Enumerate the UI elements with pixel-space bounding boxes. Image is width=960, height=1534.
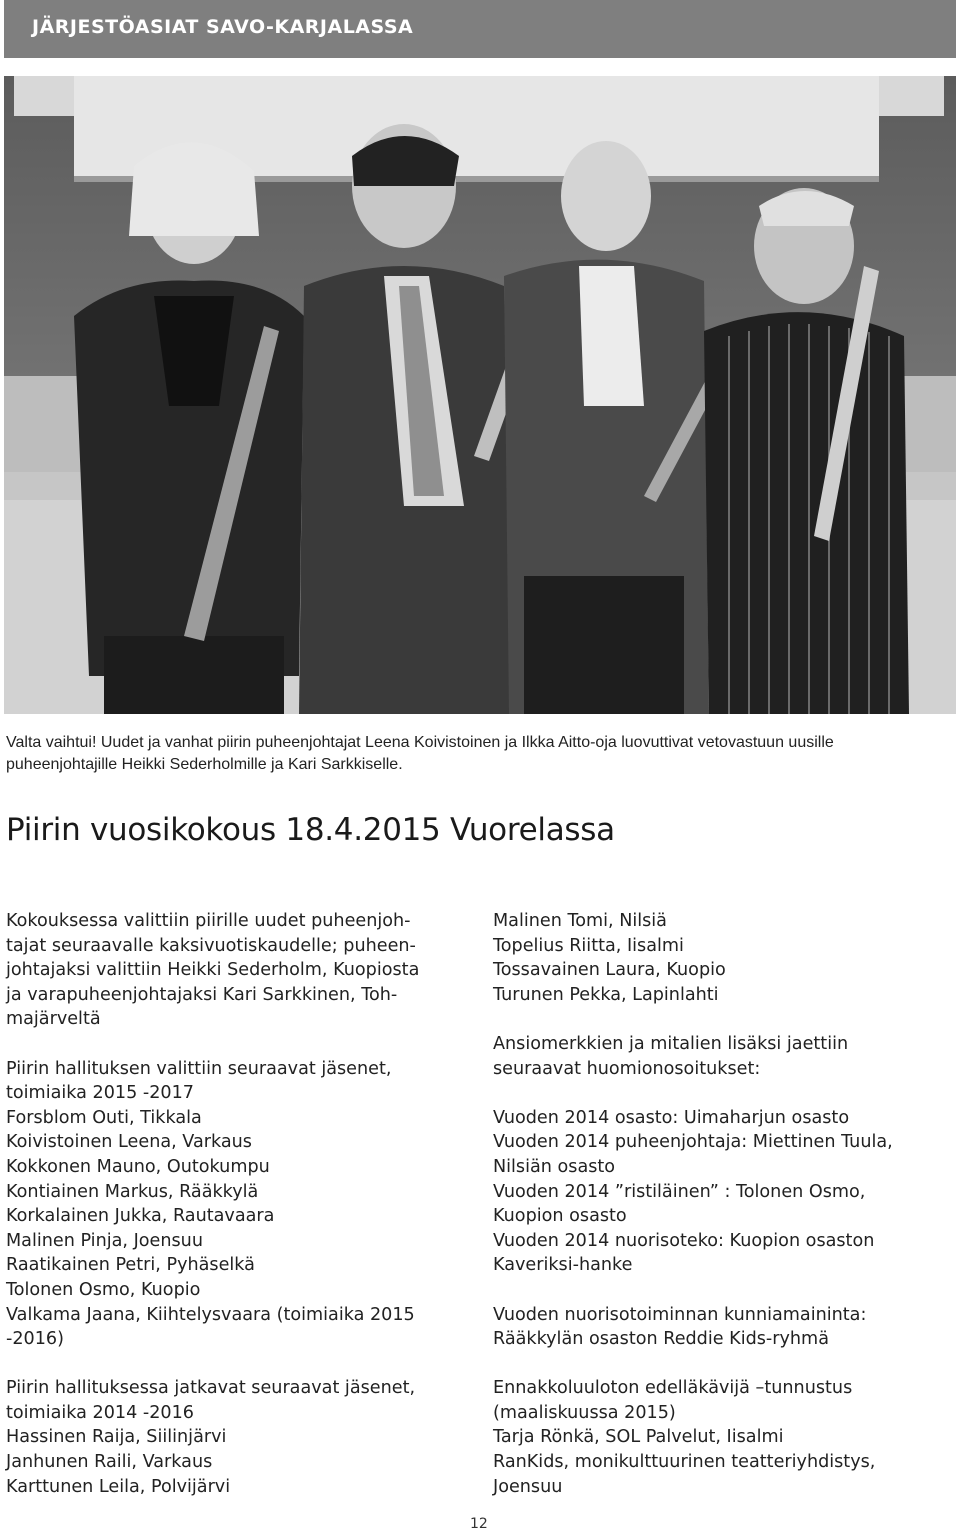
paragraph-gap (6, 1032, 468, 1057)
section-header-bar (4, 0, 956, 58)
member-line: Kontiainen Markus, Rääkkylä (6, 1181, 259, 1202)
member-line: Kokkonen Mauno, Outokumpu (6, 1156, 270, 1177)
award-line: Joensuu (493, 1476, 563, 1497)
photo-caption (6, 732, 951, 776)
caption-line: puheenjohtajille Heikki Sederholmille ja Kari Sarkkiselle. (6, 756, 403, 773)
member-line: Forsblom Outi, Tikkala (6, 1107, 202, 1128)
member-line: Janhunen Raili, Varkaus (6, 1452, 213, 1473)
award-line: Ennakkoluuloton edelläkävijä –tunnustus (493, 1378, 853, 1399)
page-number: 12 (470, 1516, 488, 1532)
group-photo (4, 76, 956, 714)
member-line: Valkama Jaana, Kiihtelysvaara (toimiaika 2015 (6, 1304, 415, 1325)
paragraph-gap (493, 1007, 953, 1032)
award-line: Rääkkylän osaston Reddie Kids-ryhmä (493, 1329, 829, 1350)
member-line: Malinen Pinja, Joensuu (6, 1230, 203, 1251)
member-line: Hassinen Raija, Siilinjärvi (6, 1427, 227, 1448)
member-line: Korkalainen Jukka, Rautavaara (6, 1206, 275, 1227)
text-line: Piirin hallituksessa jatkavat seuraavat jäsenet, (6, 1378, 416, 1399)
member-line: Malinen Tomi, Nilsiä (493, 911, 667, 931)
award-line: Tarja Rönkä, SOL Palvelut, Iisalmi (493, 1427, 784, 1448)
text-line: toimiaika 2015 -2017 (6, 1083, 194, 1104)
award-line: (maaliskuussa 2015) (493, 1402, 676, 1423)
member-line: Tolonen Osmo, Kuopio (6, 1279, 201, 1300)
award-line: Nilsiän osasto (493, 1156, 616, 1177)
right-column (493, 909, 953, 1499)
text-line: majärveltä (6, 1009, 101, 1030)
section-title: JÄRJESTÖASIAT SAVO-KARJALASSA (32, 16, 414, 38)
text-line: Ansiomerkkien ja mitalien lisäksi jaettiin (493, 1033, 849, 1054)
left-column (6, 909, 468, 1499)
text-line: tajat seuraavalle kaksivuotiskaudelle; puheen- (6, 935, 416, 956)
member-line: Turunen Pekka, Lapinlahti (493, 984, 719, 1005)
member-line: Tossavainen Laura, Kuopio (493, 960, 726, 981)
text-line: toimiaika 2014 -2016 (6, 1402, 194, 1423)
text-line: Kokouksessa valittiin piirille uudet puheenjoh- (6, 911, 411, 931)
award-line: Vuoden 2014 ”ristiläinen” : Tolonen Osmo, (493, 1181, 866, 1202)
photo-group-icon (4, 76, 956, 714)
award-line: Kuopion osasto (493, 1206, 627, 1227)
member-line: Topelius Riitta, Iisalmi (493, 935, 684, 956)
paragraph-gap (493, 1081, 953, 1106)
member-line: -2016) (6, 1329, 64, 1350)
article-heading: Piirin vuosikokous 18.4.2015 Vuorelassa (6, 812, 615, 848)
award-line: Vuoden 2014 osasto: Uimaharjun osasto (493, 1107, 850, 1128)
award-line: Vuoden 2014 puheenjohtaja: Miettinen Tuula, (493, 1132, 893, 1153)
award-line: RanKids, monikulttuurinen teatteriyhdistys, (493, 1452, 876, 1473)
award-line: Vuoden nuorisotoiminnan kunniamaininta: (493, 1304, 867, 1325)
caption-line: Valta vaihtui! Uudet ja vanhat piirin puheenjohtajat Leena Koivistoinen ja Ilkka Aitto-oja luovuttivat vetovastuun uusille (6, 734, 834, 751)
award-line: Kaveriksi-hanke (493, 1255, 633, 1276)
paragraph-gap (493, 1352, 953, 1377)
member-line: Raatikainen Petri, Pyhäselkä (6, 1255, 255, 1276)
text-line: Piirin hallituksen valittiin seuraavat jäsenet, (6, 1058, 392, 1079)
member-line: Koivistoinen Leena, Varkaus (6, 1132, 252, 1153)
text-line: johtajaksi valittiin Heikki Sederholm, Kuopiosta (6, 960, 420, 981)
text-line: ja varapuheenjohtajaksi Kari Sarkkinen, Toh- (6, 984, 398, 1005)
member-line: Karttunen Leila, Polvijärvi (6, 1476, 231, 1497)
text-line: seuraavat huomionosoitukset: (493, 1058, 761, 1079)
award-line: Vuoden 2014 nuorisoteko: Kuopion osaston (493, 1230, 875, 1251)
paragraph-gap (6, 1352, 468, 1377)
paragraph-gap (493, 1278, 953, 1303)
